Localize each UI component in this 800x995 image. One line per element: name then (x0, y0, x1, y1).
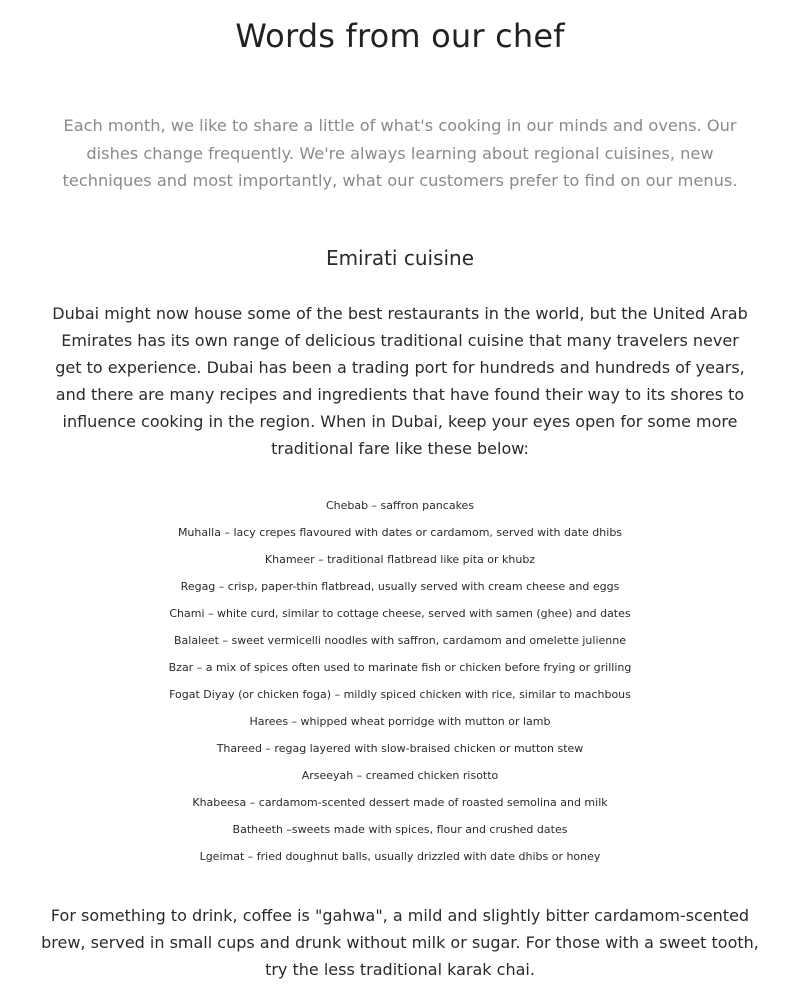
dish-item: Chebab – saffron pancakes (325, 499, 475, 512)
page-title: Words from our chef (235, 17, 565, 55)
cuisine-paragraph: Dubai might now house some of the best restaurants in the world, but the United Arab Emirates has its own range of delicious traditional cuisine that many travelers never get to experience. Dubai has been a trading port for hundreds and hundreds of years, and there are many recipes and ingredients that have found their way to its shores to influence cooking in the region. When in Dubai, keep your eyes open for some more traditional fare like these below: (52, 304, 748, 458)
dish-item: Batheeth –sweets made with spices, flour and crushed dates (232, 823, 568, 836)
dish-item: Muhalla – lacy crepes flavoured with dates or cardamom, served with date dhibs (177, 526, 623, 539)
drink-paragraph: For something to drink, coffee is "gahwa", a mild and slightly bitter cardamom-scented brew, served in small cups and drunk without milk or sugar. For those with a sweet tooth, try the less traditional karak chai. (41, 906, 759, 979)
dish-item: Khameer – traditional flatbread like pita or khubz (264, 553, 536, 566)
dish-item: Khabeesa – cardamom-scented dessert made of roasted semolina and milk (192, 796, 608, 809)
dish-item: Balaleet – sweet vermicelli noodles with saffron, cardamom and omelette julienne (174, 634, 626, 647)
dish-item: Harees – whipped wheat porridge with mutton or lamb (249, 715, 551, 728)
dish-item: Lgeimat – fried doughnut balls, usually drizzled with date dhibs or honey (199, 850, 601, 863)
intro-paragraph: Each month, we like to share a little of what's cooking in our minds and ovens. Our dishes change frequently. We're always learning about regional cuisines, new techniques and most importantly, what our customers prefer to find on our menus. (62, 116, 738, 190)
dish-item: Regag – crisp, paper-thin flatbread, usually served with cream cheese and eggs (180, 580, 620, 593)
dish-list (0, 492, 800, 870)
dish-item: Thareed – regag layered with slow-braised chicken or mutton stew (216, 742, 584, 755)
dish-item: Fogat Diyay (or chicken foga) – mildly spiced chicken with rice, similar to machbous (169, 688, 631, 701)
section-title: Emirati cuisine (325, 246, 475, 270)
dish-item: Chami – white curd, similar to cottage cheese, served with samen (ghee) and dates (169, 607, 631, 620)
dish-item: Bzar – a mix of spices often used to marinate fish or chicken before frying or grilling (168, 661, 632, 674)
dish-item: Arseeyah – creamed chicken risotto (301, 769, 499, 782)
